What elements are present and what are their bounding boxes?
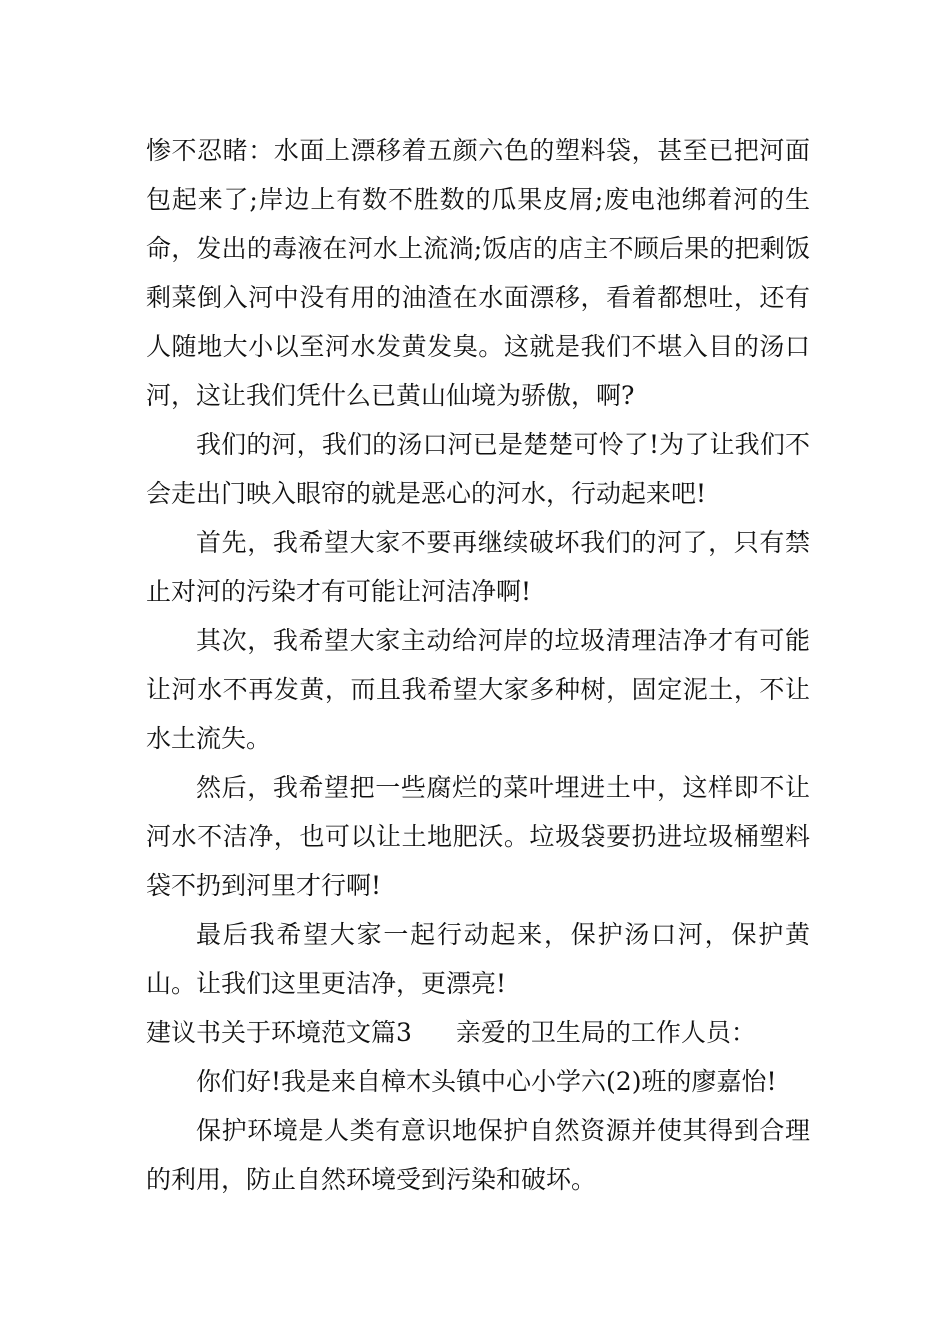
paragraph: 我们的河，我们的汤口河已是楚楚可怜了!为了让我们不会走出门映入眼帘的就是恶心的河水，行动起来吧! [146, 430, 810, 508]
document-body [146, 126, 810, 1204]
section-heading-line [146, 1008, 810, 1057]
paragraph: 首先，我希望大家不要再继续破坏我们的河了，只有禁止对河的污染才有可能让河洁净啊! [146, 528, 810, 606]
salutation: 亲爱的卫生局的工作人员： [455, 1018, 756, 1047]
paragraph: 其次，我希望大家主动给河岸的垃圾清理洁净才有可能让河水不再发黄，而且我希望大家多种树，固定泥土，不让水土流失。 [146, 626, 810, 753]
paragraph: 最后我希望大家一起行动起来，保护汤口河，保护黄山。让我们这里更洁净，更漂亮! [146, 920, 810, 998]
paragraph: 然后，我希望把一些腐烂的菜叶埋进土中，这样即不让河水不洁净，也可以让土地肥沃。垃圾袋要扔进垃圾桶塑料袋不扔到河里才行啊! [146, 773, 810, 900]
paragraph: 保护环境是人类有意识地保护自然资源并使其得到合理的利用，防止自然环境受到污染和破坏。 [146, 1116, 810, 1194]
section-title: 建议书关于环境范文篇3 [146, 1018, 412, 1047]
paragraph: 你们好!我是来自樟木头镇中心小学六(2)班的廖嘉怡! [196, 1067, 777, 1096]
paragraph-continued: 惨不忍睹：水面上漂移着五颜六色的塑料袋，甚至已把河面包起来了;岸边上有数不胜数的瓜果皮屑;废电池绑着河的生命，发出的毒液在河水上流淌;饭店的店主不顾后果的把剩饭剩菜倒入河中没有用的油渣在水面漂移，看着都想吐，还有人随地大小以至河水发黄发臭。这就是我们不堪入目的汤口河，这让我们凭什么已黄山仙境为骄傲，啊? [146, 136, 810, 410]
